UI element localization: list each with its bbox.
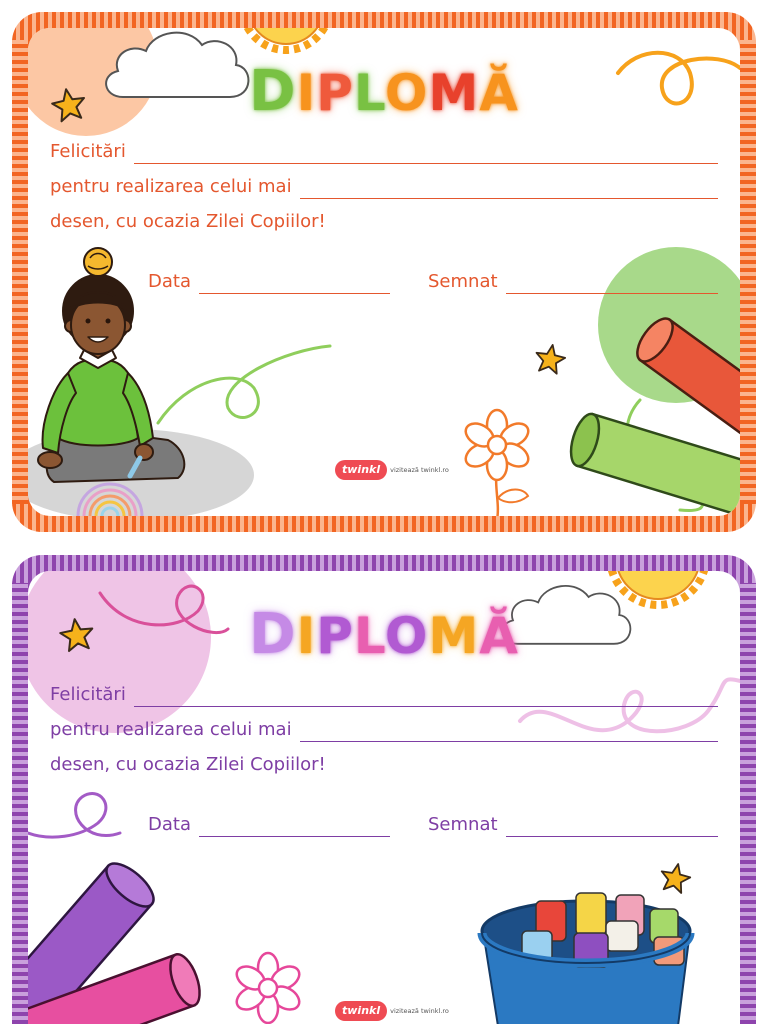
logo-badge: twinkl	[335, 460, 387, 480]
title-letter: P	[316, 64, 354, 122]
title-letter: O	[384, 64, 429, 122]
diploma-card-orange	[12, 12, 756, 532]
green-chalk	[566, 411, 740, 516]
achievement-line	[50, 718, 718, 742]
striped-border-right	[740, 583, 756, 1024]
diploma-body	[28, 28, 740, 516]
signature-label: Semnat	[428, 814, 498, 835]
occasion-line	[50, 210, 326, 234]
flower-icon	[462, 410, 533, 516]
date-blank-line	[199, 275, 390, 294]
achievement-blank-line	[300, 180, 718, 199]
title-letter: D	[249, 59, 297, 124]
occasion-text: desen, cu ocazia Zilei Copiilor!	[50, 754, 326, 775]
title-letter: O	[384, 607, 429, 665]
achievement-blank-line	[300, 723, 718, 742]
title-letter: L	[353, 607, 385, 665]
date-field	[148, 813, 390, 837]
sun-icon	[610, 571, 706, 605]
congratulations-label: Felicitări	[50, 684, 126, 705]
striped-border-right	[740, 40, 756, 504]
purple-swirl	[28, 794, 120, 838]
logo-tagline: vizitează twinkl.ro	[390, 466, 449, 474]
congratulations-line	[50, 683, 718, 707]
date-label: Data	[148, 271, 191, 292]
striped-border-left	[12, 40, 28, 504]
title-letter: L	[353, 64, 385, 122]
date-blank-line	[199, 818, 390, 837]
congratulations-label: Felicitări	[50, 141, 126, 162]
achievement-line	[50, 175, 718, 199]
date-field	[148, 270, 390, 294]
achievement-label: pentru realizarea celui mai	[50, 719, 292, 740]
signature-field	[428, 270, 718, 294]
title-letter: Ă	[479, 64, 519, 122]
logo-tagline: vizitează twinkl.ro	[390, 1007, 449, 1015]
green-swirl	[158, 346, 330, 423]
diploma-body	[28, 571, 740, 1024]
diploma-card-purple	[12, 555, 756, 1024]
title-letter: I	[296, 64, 317, 122]
signature-label: Semnat	[428, 271, 498, 292]
diploma-title	[28, 59, 740, 124]
signature-field	[428, 813, 718, 837]
twinkl-logo	[335, 460, 449, 480]
signature-blank-line	[506, 275, 718, 294]
title-letter: Ă	[479, 607, 519, 665]
flower-icon	[233, 953, 304, 1023]
occasion-text: desen, cu ocazia Zilei Copiilor!	[50, 211, 326, 232]
star-icon	[534, 342, 567, 374]
title-letter: P	[316, 607, 354, 665]
diploma-title	[28, 602, 740, 667]
striped-border-left	[12, 583, 28, 1024]
twinkl-logo	[335, 1001, 449, 1021]
logo-badge: twinkl	[335, 1001, 387, 1021]
name-blank-line	[134, 145, 718, 164]
congratulations-line	[50, 140, 718, 164]
title-letter: I	[296, 607, 317, 665]
chalk-bucket	[482, 893, 690, 1024]
title-letter: M	[428, 607, 480, 665]
sun-icon	[242, 28, 330, 50]
star-icon	[658, 861, 692, 894]
title-letter: D	[249, 602, 297, 667]
signature-blank-line	[506, 818, 718, 837]
name-blank-line	[134, 688, 718, 707]
title-letter: M	[428, 64, 480, 122]
achievement-label: pentru realizarea celui mai	[50, 176, 292, 197]
date-label: Data	[148, 814, 191, 835]
occasion-line	[50, 753, 326, 777]
